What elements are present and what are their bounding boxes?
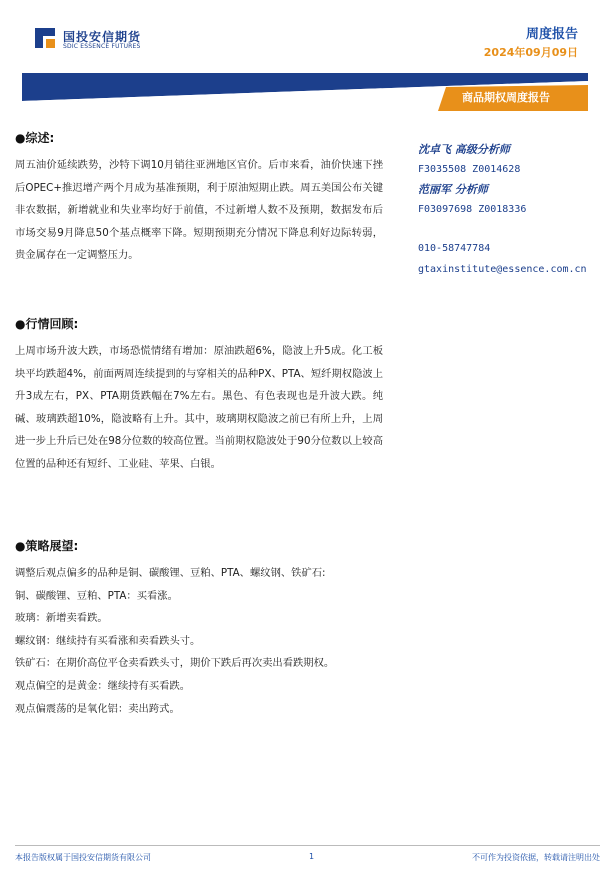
review-text: 上周市场升波大跌，市场恐慌情绪有增加：原油跌超6%，隐波上升5成。化工板块平均跌超4%，前面两周连续提到的与穿相关的品种PX、PTA、短纤期权隐波上升3成左右，PX、PTA期货跌幅在7%左右。黑色、有色表现也是升波大跌。纯碱、玻璃跌超10%，隐波略有上升。其中，玻璃期权隐波之前已有所上升，上周进一步上升后已处在98分位数的较高位置。当前期权隐波处于90分位数以上较高位置的品种还有短纤、工业硅、苹果、白银。 bbox=[15, 345, 383, 470]
analyst-id: F3035508 Z0014628 bbox=[418, 164, 521, 175]
review-title: ●行情回顾: bbox=[15, 317, 79, 331]
analyst-panel bbox=[418, 140, 608, 280]
strategy-title: ●策略展望: bbox=[15, 539, 79, 553]
analyst-id: F03097698 Z0018336 bbox=[418, 204, 527, 215]
contact-phone: 010-58747784 bbox=[418, 243, 491, 254]
summary-text: 周五油价延续跌势，沙特下调10月销往亚洲地区官价。后市来看，油价快速下挫后OPEC+推迟增产两个月成为基准预期，利于原油短期止跌。周五美国公布关键非农数据，新增就业和失业率均好于前值，不过新增人数不及预期，数据发布后市场交易9月降息50个基点概率下降。短期预期充分情况下降息利好边际转弱，贵金属存在一定调整压力。 bbox=[15, 159, 383, 262]
strategy-line: 玻璃：新增卖看跌。 bbox=[15, 612, 108, 625]
banner-title: 商品期权周度报告 bbox=[462, 91, 550, 104]
summary-title: ●综述: bbox=[15, 131, 55, 145]
report-type: 周度报告 bbox=[525, 27, 578, 42]
summary-section bbox=[15, 130, 383, 267]
contact-email[interactable]: gtaxinstitute@essence.com.cn bbox=[418, 264, 587, 275]
report-date: 2024年09月09日 bbox=[483, 46, 578, 59]
strategy-line: 铁矿石：在期价高位平仓卖看跌头寸，期价下跌后再次卖出看跌期权。 bbox=[15, 657, 335, 670]
review-section bbox=[15, 316, 383, 476]
footer-disclaimer: 不可作为投资依据，转载请注明出处 bbox=[472, 853, 600, 862]
page-number: 1 bbox=[309, 852, 315, 861]
analyst-name: 范丽军 分析师 bbox=[418, 183, 488, 196]
title-banner bbox=[22, 73, 588, 111]
logo-mark-icon bbox=[33, 26, 57, 50]
company-logo bbox=[33, 24, 143, 54]
logo-english-name: SDIC ESSENCE FUTURES bbox=[63, 43, 141, 50]
logo-chinese-name: 国投安信期货 bbox=[63, 30, 142, 44]
strategy-line: 螺纹钢：继续持有买看涨和卖看跌头寸。 bbox=[15, 634, 201, 647]
footer-copyright: 本报告版权属于国投安信期货有限公司 bbox=[15, 853, 151, 862]
strategy-line: 调整后观点偏多的品种是铜、碳酸锂、豆粕、PTA、螺纹钢、铁矿石: bbox=[15, 567, 326, 579]
footer-divider bbox=[15, 845, 600, 846]
strategy-line: 观点偏空的是黄金：继续持有买看跌。 bbox=[15, 679, 191, 692]
analyst-name: 沈卓飞 高级分析师 bbox=[418, 143, 510, 156]
strategy-line: 观点偏震荡的是氧化铝：卖出跨式。 bbox=[15, 702, 180, 715]
strategy-section bbox=[15, 538, 383, 720]
strategy-line: 铜、碳酸锂、豆粕、PTA：买看涨。 bbox=[15, 589, 178, 602]
